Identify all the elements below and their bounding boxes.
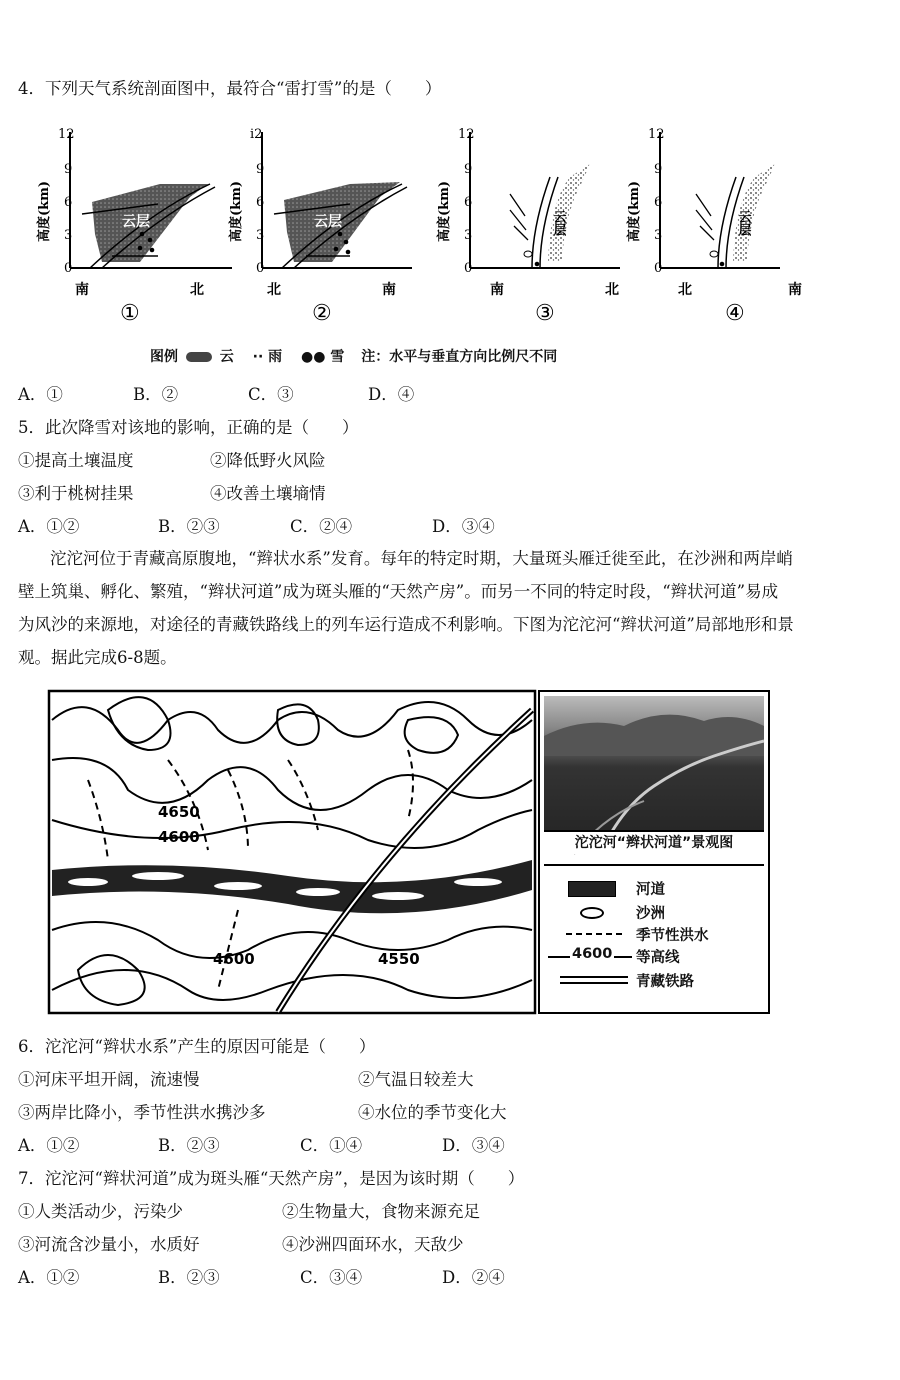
tick-3: 3 [256, 228, 265, 243]
legend-sandbar-label: 沙洲 [636, 906, 665, 922]
question-4-stem: 4．下列天气系统剖面图中，最符合“雷打雪”的是（ ） [18, 79, 442, 98]
contour-label-4600-upper: 4600 [158, 828, 200, 846]
q6-item-1: ①河床平坦开阔，流速慢 [18, 1070, 200, 1089]
q6-option-b[interactable]: B．②③ [158, 1136, 220, 1155]
legend-note: 注：水平与垂直方向比例尺不同 [361, 349, 558, 365]
chart-number: ② [312, 301, 332, 326]
question-6-stem: 6．沱沱河“辫状水系”产生的原因可能是（ ） [18, 1037, 376, 1056]
q7-option-b[interactable]: B．②③ [158, 1268, 220, 1287]
profile-chart-1 [36, 127, 232, 326]
q7-item-4: ④沙洲四面环水，天敌少 [282, 1235, 464, 1254]
tick-12: i2 [250, 127, 263, 142]
q4-option-b[interactable]: B．② [133, 385, 179, 404]
landscape-photo [544, 696, 764, 854]
left-direction: 北 [678, 282, 692, 298]
tick-9: 9 [64, 162, 73, 177]
legend-cloud: 云 [219, 349, 234, 365]
y-axis-title: 高度(km) [229, 180, 244, 242]
tick-6: 6 [464, 195, 473, 210]
left-direction: 北 [267, 282, 281, 298]
q6-item-2: ②气温日较差大 [358, 1070, 474, 1089]
legend-contour-label: 等高线 [636, 950, 680, 966]
q5-item-3: ③利于桃树挂果 [18, 484, 134, 503]
right-direction: 南 [382, 282, 396, 298]
q5-option-d[interactable]: D．③④ [432, 517, 495, 536]
sandbar-icon [580, 907, 604, 919]
q4-option-a[interactable]: A．① [18, 385, 63, 404]
right-direction: 北 [190, 282, 204, 298]
legend-rain: 雨 [268, 349, 283, 365]
q7-option-a[interactable]: A．①② [18, 1268, 80, 1287]
q7-item-3: ③河流含沙量小，水质好 [18, 1235, 200, 1254]
tick-6: 6 [256, 195, 265, 210]
question-7-stem: 7．沱沱河“辫状河道”成为斑头雁“天然产房”，是因为该时期（ ） [18, 1169, 525, 1188]
tick-0: 0 [654, 261, 663, 276]
railway-icon [560, 976, 628, 984]
chart-number: ① [120, 301, 140, 326]
tick-6: 6 [64, 195, 73, 210]
braided-river-map [48, 690, 538, 1016]
profile-chart-3 [436, 127, 620, 326]
cloud-label: 云层 [314, 214, 342, 230]
chart-number: ④ [725, 301, 745, 326]
q7-option-d[interactable]: D．②④ [442, 1268, 505, 1287]
chart-number: ③ [535, 301, 555, 326]
tick-0: 0 [64, 261, 73, 276]
weather-profile-figure [37, 122, 820, 332]
y-axis-title: 高度(km) [37, 180, 52, 242]
legend-railway-label: 青藏铁路 [636, 974, 694, 990]
legend-flood-label: 季节性洪水 [636, 928, 709, 944]
tick-9: 9 [654, 162, 663, 177]
legend-contour-value: 4600 [572, 946, 613, 962]
contour-label-4650: 4650 [158, 803, 200, 821]
legend-title: 图例 [150, 349, 178, 365]
tick-6: 6 [654, 195, 663, 210]
photo-caption: 沱沱河“辫状河道”景观图 [544, 830, 764, 854]
q4-option-d[interactable]: D．④ [368, 385, 415, 404]
q5-option-a[interactable]: A．①② [18, 517, 80, 536]
tick-12: 12 [58, 127, 75, 142]
passage-line-4: 观。据此完成6-8题。 [18, 648, 177, 667]
map-legend [544, 864, 764, 990]
tick-9: 9 [256, 162, 265, 177]
profile-legend [150, 346, 557, 366]
q6-option-c[interactable]: C．①④ [300, 1136, 363, 1155]
right-direction: 北 [605, 282, 619, 298]
right-direction: 南 [788, 282, 802, 298]
contour-label-4550: 4550 [378, 950, 420, 968]
tick-0: 0 [256, 261, 265, 276]
tick-3: 3 [654, 228, 663, 243]
q6-item-4: ④水位的季节变化大 [358, 1103, 507, 1122]
profile-chart-2 [228, 127, 412, 326]
tick-3: 3 [464, 228, 473, 243]
q5-option-b[interactable]: B．②③ [158, 517, 220, 536]
q6-option-d[interactable]: D．③④ [442, 1136, 505, 1155]
tick-3: 3 [64, 228, 73, 243]
q5-item-4: ④改善土壤墒情 [210, 484, 326, 503]
seasonal-flood-dash-icon [566, 933, 622, 935]
passage-line-2: 壁上筑巢、孵化、繁殖，“辫状河道”成为斑头雁的“天然产房”。而另一不同的特定时段，“辫状河道”易成 [18, 582, 779, 601]
cloud-label: 云层 [735, 210, 751, 236]
tick-12: 12 [458, 127, 475, 142]
map-side-panel [538, 690, 770, 1014]
rain-dots-icon: ·· [252, 349, 264, 365]
q5-item-1: ①提高土壤温度 [18, 451, 134, 470]
contour-label-4600-lower: 4600 [213, 950, 255, 968]
q6-item-3: ③两岸比降小，季节性洪水携沙多 [18, 1103, 266, 1122]
left-direction: 南 [75, 282, 89, 298]
snow-dots-icon: ●● [301, 349, 326, 365]
passage-line-1: 沱沱河位于青藏高原腹地，“辫状水系”发育。每年的特定时期，大量斑头雁迁徙至此，在沙洲和两岸峭 [50, 549, 793, 568]
q6-option-a[interactable]: A．①② [18, 1136, 80, 1155]
y-axis-title: 高度(km) [437, 180, 452, 242]
legend-river-label: 河道 [636, 882, 665, 898]
tick-9: 9 [464, 162, 473, 177]
cloud-label: 云层 [122, 214, 150, 230]
q4-option-c[interactable]: C．③ [248, 385, 294, 404]
river-swatch-icon [568, 881, 616, 897]
q5-option-c[interactable]: C．②④ [290, 517, 353, 536]
question-5-stem: 5．此次降雪对该地的影响，正确的是（ ） [18, 418, 359, 437]
q7-item-1: ①人类活动少，污染少 [18, 1202, 183, 1221]
left-direction: 南 [490, 282, 504, 298]
y-axis-title: 高度(km) [627, 180, 642, 242]
cloud-label: 云层 [550, 210, 566, 236]
q7-option-c[interactable]: C．③④ [300, 1268, 363, 1287]
passage-line-3: 为风沙的来源地，对途径的青藏铁路线上的列车运行造成不利影响。下图为沱沱河“辫状河道”局部地形和景 [18, 615, 794, 634]
q7-item-2: ②生物量大，食物来源充足 [282, 1202, 480, 1221]
q5-item-2: ②降低野火风险 [210, 451, 326, 470]
cloud-swatch-icon [186, 352, 212, 362]
tick-0: 0 [464, 261, 473, 276]
profile-chart-4 [626, 127, 802, 326]
legend-snow: 雪 [330, 349, 345, 365]
tick-12: 12 [648, 127, 665, 142]
